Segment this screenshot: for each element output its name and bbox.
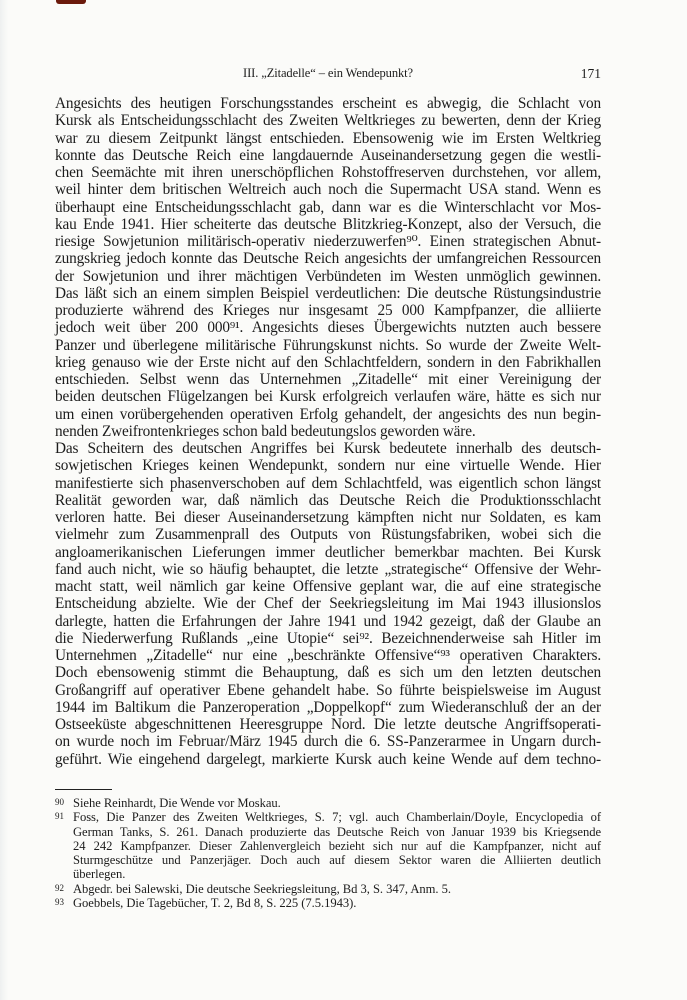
text-line: manifestierte sich phasenverschoben auf dem Schlachtfeld, was eigentlich schon längst [55, 474, 601, 492]
paragraph-1 [55, 95, 601, 440]
text-line: Entscheidung abzielte. Wie der Chef der Seekriegsleitung im Mai 1943 illusionslos [55, 595, 601, 613]
text-line: Großangriff auf operativer Ebene gehandelt habe. So führte beispielsweise im August [55, 681, 601, 699]
text-line: jedoch weit über 200 000⁹¹. Angesichts dieses Übergewichts nutzten auch bessere [55, 319, 601, 337]
footnote-91 [55, 810, 601, 881]
footnote-text: Foss, Die Panzer des Zweiten Weltkrieges, S. 7; vgl. auch Chamberlain/Doyle, Encyclopedia of [73, 810, 601, 825]
text-line: entschieden. Selbst wenn das Unternehmen „Zitadelle“ mit einer Vereinigung der [55, 371, 601, 388]
text-line: Doch ebensowenig stimmt die Behauptung, daß es sich um den letzten deutschen [55, 664, 601, 682]
footnote-number: 91 [55, 811, 64, 822]
page-number: 171 [580, 66, 601, 81]
footnote-number: 92 [55, 882, 64, 893]
bookmark-ribbon [56, 0, 86, 4]
text-line: geführt. Wie eingehend dargelegt, markierte Kursk auch keine Wende auf dem techno- [55, 750, 601, 768]
text-line: vielmehr zum Zusammenprall des Outputs von Rüstungsfabriken, wobei sich die [55, 526, 601, 544]
text-line: konnte das Deutsche Reich eine langdauernde Auseinandersetzung gegen die westli- [55, 146, 601, 164]
text-line: war zu diesem Zeitpunkt längst entschieden. Ebensowenig wie im Ersten Weltkrieg [55, 129, 601, 147]
text-line: Panzer und überlegene militärische Führungskunst nichts. So wurde der Zweite Welt- [55, 336, 601, 354]
footnote-text: überlegen. [73, 867, 126, 882]
text-line: überhaupt eine Entscheidungsschlacht gab, dann war es die Winterschlacht vor Mos- [55, 198, 601, 216]
text-line: zungskrieg jedoch konnte das Deutsche Reich angesichts der umfangreichen Ressourcen [55, 250, 601, 268]
footnote-number: 93 [55, 897, 64, 908]
running-head [55, 66, 601, 82]
footnote-text: Abgedr. bei Salewski, Die deutsche Seekriegsleitung, Bd 3, S. 347, Anm. 5. [73, 881, 451, 896]
text-line: sowjetischen Krieges keinen Wendepunkt, sondern nur eine virtuelle Wende. Hier [55, 457, 601, 475]
footnote-92 [55, 882, 601, 896]
text-line: nenden Zweifrontenkrieges schon bald bedeutungslos geworden wäre. [55, 422, 476, 440]
text-line: fand auch nicht, wie so häufig behauptet, die letzte „strategische“ Offensive der Wehr- [55, 560, 601, 578]
text-line: Das läßt sich an einem simplen Beispiel verdeutlichen: Die deutsche Rüstungsindustrie [55, 284, 601, 302]
footnote-text: German Tanks, S. 261. Danach produzierte das Deutsche Reich von Januar 1939 bis Kriegsende [73, 824, 601, 839]
page-gutter-shadow [0, 0, 8, 1000]
body-text [55, 95, 601, 768]
text-line: riesige Sowjetunion militärisch-operativ niederzuwerfen⁹⁰. Einen strategischen Abnut- [55, 233, 601, 250]
text-line: Angesichts des heutigen Forschungsstandes erscheint es abwegig, die Schlacht von [55, 95, 601, 112]
text-line: 1944 im Baltikum die Panzeroperation „Doppelkopf“ zum Wiederanschluß der an der [55, 698, 601, 716]
text-line: chen Seemächte mit ihren unerschöpflichen Rohstoffreserven durchstehen, vor allem, [55, 164, 601, 181]
text-line: Kursk als Entscheidungsschlacht des Zweiten Weltkrieges zu bewerten, denn der Krieg [55, 112, 601, 130]
text-line: die Niederwerfung Rußlands „eine Utopie“ sei⁹². Bezeichnenderweise sah Hitler im [55, 629, 601, 647]
footnote-text: Siehe Reinhardt, Die Wende vor Moskau. [73, 796, 281, 810]
text-line: Unternehmen „Zitadelle“ nur eine „beschränkte Offensive“⁹³ operativen Charakters. [55, 647, 601, 664]
text-line: verloren hatte. Bei dieser Auseinandersetzung kämpften nicht nur Soldaten, es kam [55, 509, 601, 526]
text-line: angloamerikanischen Lieferungen immer deutlicher bemerkbar machten. Bei Kursk [55, 543, 601, 561]
footnote-number: 90 [55, 797, 64, 807]
text-line: on wurde noch im Februar/März 1945 durch die 6. SS-Panzerarmee in Ungarn durch- [55, 733, 601, 751]
text-line: der Sowjetunion und ihrer mächtigen Verbündeten im Westen unmöglich gewinnen. [55, 267, 601, 285]
text-line: kau Ende 1941. Hier scheiterte das deutsche Blitzkrieg-Konzept, also der Versuch, die [55, 215, 601, 233]
footnote-93 [55, 896, 601, 910]
footnote-text: Goebbels, Die Tagebücher, T. 2, Bd 8, S. 225 (7.5.1943). [73, 896, 357, 911]
text-line: Ostseeküste abgeschnittenen Heeresgruppe Nord. Die letzte deutsche Angriffsoperati- [55, 716, 601, 733]
text-line: um einen vorübergehenden operativen Erfolg gehandelt, der angesichts des nun begin- [55, 405, 601, 423]
text-line: weil hinter dem britischen Weltreich auch noch die Supermacht USA stand. Wenn es [55, 181, 601, 199]
paragraph-2 [55, 440, 601, 768]
text-line: produzierte während des Krieges nur insgesamt 25 000 Kampfpanzer, die alliierte [55, 302, 601, 319]
text-line: beiden deutschen Flügelzangen bei Kursk erfolgreich verlaufen wäre, hätte es sich nur [55, 388, 601, 406]
text-line: krieg genauso wie der Erste nicht auf den Schlachtfeldern, sondern in den Fabrikhallen [55, 353, 601, 371]
footnote-90 [55, 796, 601, 810]
footnote-text: Sturmgeschütze und Panzerjäger. Doch auch auf diesem Sektor waren die Alliierten deutlich [73, 853, 601, 868]
text-line: darlegte, hatten die Erfahrungen der Jahre 1941 und 1942 gezeigt, daß der Glaube an [55, 612, 601, 630]
footnote-separator [55, 789, 112, 790]
running-title: III. „Zitadelle“ – ein Wendepunkt? [243, 66, 413, 80]
text-line: Realität geworden war, daß nämlich das Deutsche Reich die Produktionsschlacht [55, 491, 601, 509]
footnote-text: 24 242 Kampfpanzer. Dieser Zahlenvergleich bezieht sich nur auf die Kampfpanzer, nicht auf [73, 838, 601, 853]
footnotes [55, 796, 601, 910]
text-line: macht statt, weil nämlich gar keine Offensive geplant war, die auf eine strategische [55, 578, 601, 595]
text-line: Das Scheitern des deutschen Angriffes bei Kursk bedeutete innerhalb des deutsch- [55, 440, 601, 457]
